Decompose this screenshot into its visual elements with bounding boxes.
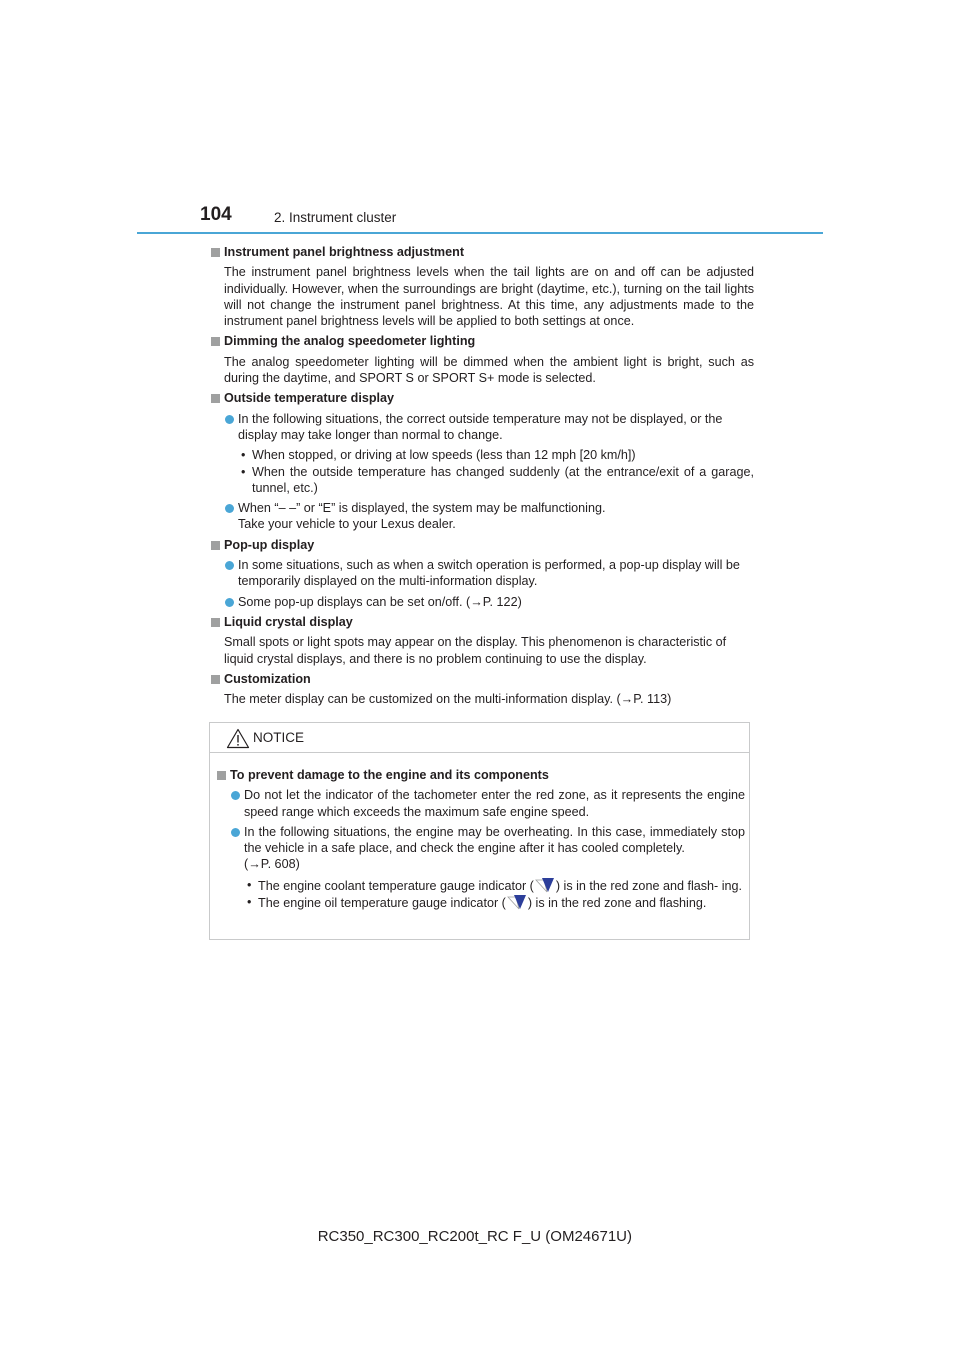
sub-item-text: When stopped, or driving at low speeds (less than 12 mph [20 km/h]) bbox=[252, 448, 636, 463]
notice-header bbox=[210, 723, 749, 753]
section-text: The meter display can be customized on the multi-information display. (→P. 113) bbox=[224, 692, 672, 707]
sub-item-text: The engine oil temperature gauge indicator ( bbox=[258, 896, 506, 911]
section-text: Small spots or light spots may appear on the display. This phenomenon is characteristic of liquid crystal displays, and there is no problem continuing to use the display. bbox=[224, 635, 727, 666]
list-item bbox=[209, 411, 754, 444]
section-title: Customization bbox=[224, 671, 311, 686]
section-title: Dimming the analog speedometer lighting bbox=[224, 334, 476, 349]
section-title: Outside temperature display bbox=[224, 391, 395, 406]
sub-item-text: The engine coolant temperature gauge indicator ( bbox=[258, 878, 534, 893]
section-title: Liquid crystal display bbox=[224, 614, 353, 629]
section-text: The instrument panel brightness levels when the tail lights are on and off can be adjusted individually. However, when the surroundings are bright (daytime, etc.), turning on the tail lights will not change the instrument panel brightness. At this time, any adjustments made to the instrument panel brightness levels will be applied to both settings at once. bbox=[224, 265, 754, 329]
dot-marker-icon: • bbox=[241, 464, 246, 479]
gray-square-icon bbox=[217, 771, 226, 780]
bullet-text: Do not let the indicator of the tachometer enter the red zone, as it represents the engine speed range which exceeds the maximum safe engine speed. bbox=[244, 788, 745, 819]
list-item bbox=[215, 787, 745, 820]
notice-body bbox=[215, 767, 745, 915]
sub-list bbox=[215, 877, 745, 912]
sub-item bbox=[209, 464, 754, 497]
blue-circle-icon bbox=[225, 598, 234, 607]
bullet-text: In some situations, such as when a switch operation is performed, a pop-up display will be temporarily displayed on the multi-information display. bbox=[238, 558, 740, 589]
sub-item bbox=[209, 447, 754, 463]
page-reference: (→P. 608) bbox=[244, 857, 300, 872]
section-text: The analog speedometer lighting will be dimmed when the ambient light is bright, such as during the daytime, and SPORT S or SPORT S+ mode is selected. bbox=[224, 354, 754, 386]
bullet-text: In the following situations, the engine may be overheating. In this case, immediately stop the vehicle in a safe place, and check the engine after it has cooled completely. bbox=[244, 824, 745, 856]
section-customization bbox=[209, 671, 754, 708]
gray-square-icon bbox=[211, 541, 220, 550]
footer-model-code: RC350_RC300_RC200t_RC F_U (OM24671U) bbox=[317, 1228, 632, 1245]
blue-circle-icon bbox=[225, 415, 234, 424]
notice-title: To prevent damage to the engine and its components bbox=[230, 768, 549, 782]
gray-square-icon bbox=[211, 337, 220, 346]
main-content bbox=[209, 244, 754, 711]
sub-item-text: ) is in the red zone and flashing. bbox=[527, 896, 707, 911]
list-item bbox=[215, 824, 745, 873]
blue-circle-icon bbox=[231, 791, 240, 800]
dot-marker-icon: • bbox=[247, 895, 252, 910]
section-lcd bbox=[209, 614, 754, 667]
dot-marker-icon: • bbox=[241, 448, 246, 463]
coolant-temperature-gauge-icon bbox=[534, 877, 556, 893]
dot-marker-icon: • bbox=[247, 877, 252, 892]
section-brightness bbox=[209, 244, 754, 329]
blue-circle-icon bbox=[225, 561, 234, 570]
list-item bbox=[209, 594, 754, 610]
bullet-text-with-page-ref: Some pop-up displays can be set on/off. (→P. 122) bbox=[238, 594, 522, 609]
warning-triangle-icon bbox=[226, 728, 250, 749]
chapter-title: 2. Instrument cluster bbox=[274, 210, 397, 225]
gray-square-icon bbox=[211, 248, 220, 257]
bullet-text: When “– –” or “E” is displayed, the system may be malfunctioning. bbox=[238, 501, 606, 516]
list-item bbox=[209, 557, 754, 590]
section-title: Instrument panel brightness adjustment bbox=[224, 245, 465, 259]
sub-item bbox=[215, 877, 745, 894]
gray-square-icon bbox=[211, 618, 220, 627]
notice-box bbox=[209, 722, 750, 940]
section-popup bbox=[209, 537, 754, 610]
blue-circle-icon bbox=[225, 504, 234, 513]
notice-label: NOTICE bbox=[253, 730, 305, 745]
header-rule bbox=[137, 232, 823, 234]
gray-square-icon bbox=[211, 394, 220, 403]
sub-item bbox=[215, 894, 745, 911]
list-item bbox=[209, 500, 754, 533]
sub-item-text: When the outside temperature has changed suddenly (at the entrance/exit of a garage, tunnel, etc.) bbox=[252, 464, 754, 495]
section-title: Pop-up display bbox=[224, 537, 315, 552]
page-number: 104 bbox=[200, 204, 232, 225]
bullet-text: In the following situations, the correct outside temperature may not be displayed, or the display may take longer than normal to change. bbox=[238, 411, 723, 442]
section-dimming bbox=[209, 333, 754, 386]
page-header bbox=[137, 202, 823, 234]
gray-square-icon bbox=[211, 675, 220, 684]
bullet-text: Take your vehicle to your Lexus dealer. bbox=[238, 517, 456, 532]
blue-circle-icon bbox=[231, 828, 240, 837]
oil-temperature-gauge-icon bbox=[506, 894, 528, 910]
section-outside-temperature bbox=[209, 390, 754, 532]
sub-list bbox=[209, 447, 754, 496]
sub-item-text: ) is in the red zone and flash- ing. bbox=[555, 878, 743, 893]
